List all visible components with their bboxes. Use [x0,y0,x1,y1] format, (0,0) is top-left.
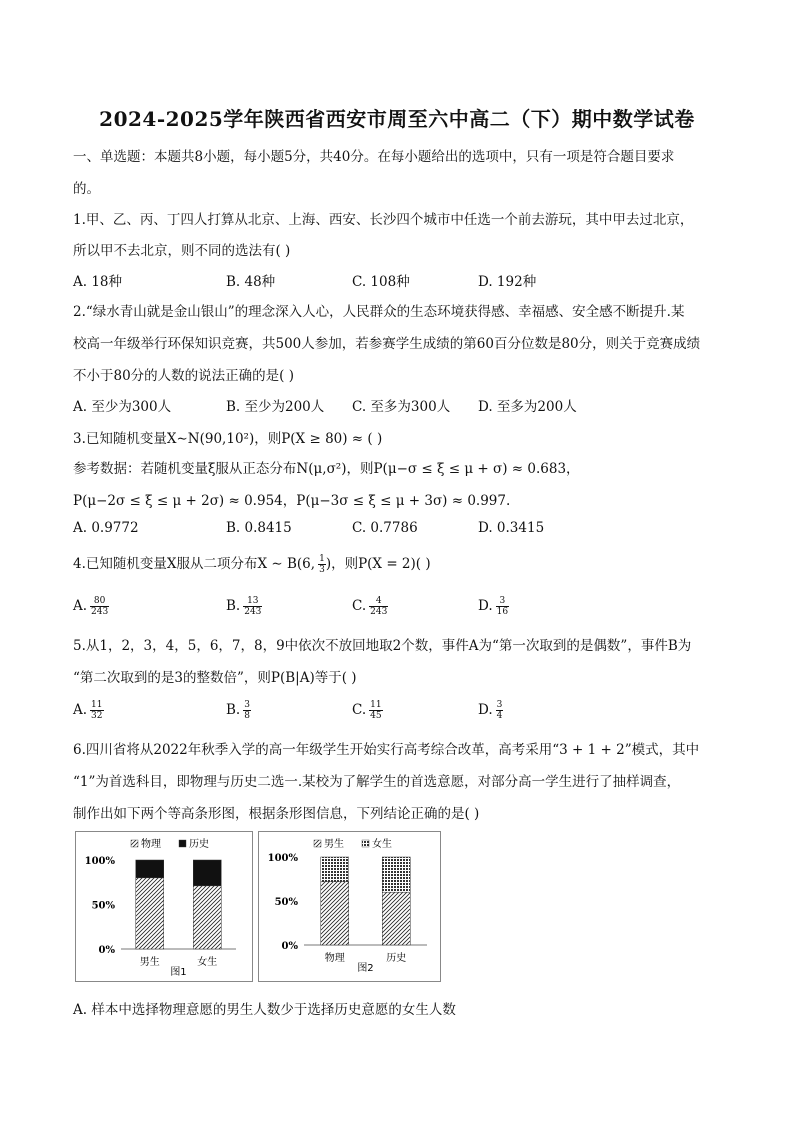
y-tick-label: 0% [98,945,115,956]
q4-option-b [226,596,262,617]
y-tick-label: 100% [84,856,115,867]
q2-line2: 校高一年级举行环保知识竞赛，共500人参加，若参赛学生成绩的第60百分位数是80分，则关于竞赛成绩 [73,336,701,352]
bar-segment [193,860,221,886]
q1-line2: 所以甲不去北京，则不同的选法有( ) [73,243,291,259]
q4-text-end: )，则P(X = 2)( ) [325,556,431,572]
q5-c-den: 45 [370,711,382,721]
q1-option-d: D. 192种 [478,274,537,290]
q5-b-den: 8 [244,711,250,721]
y-tick-label: 50% [91,900,115,912]
q6-option-a: A. 样本中选择物理意愿的男生人数少于选择历史意愿的女生人数 [73,1002,456,1018]
q5-d-den: 4 [496,711,503,721]
legend-swatch [314,840,321,847]
legend-label: 历史 [189,839,209,850]
q1-option-a: A. 18种 [73,274,123,290]
q5-option-b [226,700,251,721]
q5-a-den: 32 [91,711,103,721]
q4-frac-den: 3 [319,565,325,575]
legend-swatch [131,840,138,847]
q5-option-b-label: B. [226,702,241,718]
x-category-label: 物理 [324,953,345,964]
legend-swatch [362,840,369,847]
q5-option-d-label: D. [478,702,493,718]
bar-segment [321,857,349,882]
x-category-label: 女生 [197,957,218,968]
q5-option-a-label: A. [73,702,88,718]
legend-label: 男生 [324,839,344,850]
q5-b-num: 3 [244,700,250,710]
q5-option-a [73,700,104,721]
y-tick-label: 100% [267,853,298,864]
exam-title: 2024-2025学年陕西省西安市周至六中高二（下）期中数学试卷 [99,107,695,131]
q4-frac-num: 1 [319,554,325,564]
q4-c-den: 243 [370,607,388,617]
q4-line1 [73,552,431,575]
y-tick-label: 0% [281,941,298,952]
q5-line2: “第二次取到的是3的整数倍”，则P(B|A)等于( ) [73,670,357,686]
legend-swatch [179,840,186,847]
q4-option-b-label: B. [226,598,241,614]
figure-caption: 图1 [170,967,187,978]
chart-2-svg [259,832,440,981]
q4-a-den: 243 [91,607,109,617]
q2-option-a: A. 至少为300人 [73,399,172,415]
chart-figure-2 [258,831,441,982]
section-header-line2: 的。 [73,181,100,197]
x-category-label: 历史 [386,953,407,964]
q2-line1: 2.“绿水青山就是金山银山”的理念深入人心，人民群众的生态环境获得感、幸福感、安全感不断提升.某 [73,304,685,320]
q4-b-den: 243 [244,607,262,617]
q4-option-d-label: D. [478,598,493,614]
q4-option-d [478,596,509,617]
q3-option-a: A. 0.9772 [73,520,139,536]
q3-line3: P(μ−2σ ≤ ξ ≤ μ + 2σ) ≈ 0.954，P(μ−3σ ≤ ξ ≤ μ + 3σ) ≈ 0.997. [73,493,511,509]
x-category-label: 男生 [139,957,160,968]
figure-caption: 图2 [357,963,374,974]
q1-line1: 1.甲、乙、丙、丁四人打算从北京、上海、西安、长沙四个城市中任选一个前去游玩，其中甲去过北京， [73,212,694,228]
bar-segment [193,886,221,949]
q2-option-c: C. 至多为300人 [352,399,451,415]
q4-c-num: 4 [369,596,388,607]
q3-line2: 参考数据：若随机变量ξ服从正态分布N(μ,σ²)，则P(μ−σ ≤ ξ ≤ μ + σ) ≈ 0.683， [73,461,580,477]
q5-option-d [478,700,503,721]
q5-option-c-label: C. [352,702,367,718]
legend-label: 物理 [141,839,161,850]
q4-b-num: 13 [243,596,262,607]
q3-option-c: C. 0.7786 [352,520,418,536]
bar-segment [321,882,349,945]
q6-line1: 6.四川省将从2022年秋季入学的高一年级学生开始实行高考综合改革，高考采用“3 + 1 + 2”模式，其中 [73,742,700,758]
q4-d-den: 16 [496,607,509,617]
q3-line1: 3.已知随机变量X∼N(90,10²)，则P(X ≥ 80) ≈ ( ) [73,431,383,447]
q4-option-c-label: C. [352,598,367,614]
chart-1-svg [76,832,252,981]
q5-a-num: 11 [91,700,103,710]
q4-d-num: 3 [496,596,509,607]
q5-d-num: 3 [496,700,503,710]
q2-line3: 不小于80分的人数的说法正确的是( ) [73,368,295,384]
bar-segment [136,878,164,949]
chart-figure-1 [75,831,253,982]
q1-option-c: C. 108种 [352,274,410,290]
q2-option-b: B. 至少为200人 [226,399,325,415]
q1-option-b: B. 48种 [226,274,276,290]
q6-line2: “1”为首选科目，即物理与历史二选一.某校为了解学生的首选意愿，对部分高一学生进行了抽样调查， [73,774,681,790]
q3-option-d: D. 0.3415 [478,520,545,536]
bar-segment [382,857,410,892]
q4-option-c [352,596,388,617]
bar-segment [136,860,164,878]
q2-option-d: D. 至多为200人 [478,399,577,415]
q4-option-a [73,596,109,617]
bar-segment [382,892,410,945]
q3-option-b: B. 0.8415 [226,520,292,536]
section-header-line1: 一、单选题：本题共8小题，每小题5分，共40分。在每小题给出的选项中，只有一项是符合题目要求 [73,149,675,165]
q5-c-num: 11 [370,700,382,710]
q5-option-c [352,700,383,721]
q4-option-a-label: A. [73,598,88,614]
q4-a-num: 80 [90,596,109,607]
q6-line3: 制作出如下两个等高条形图，根据条形图信息，下列结论正确的是( ) [73,806,480,822]
q4-text-start: 4.已知随机变量X服从二项分布X ∼ B(6, [73,556,316,572]
q4-fraction [318,554,326,575]
legend-label: 女生 [372,839,392,850]
q5-line1: 5.从1，2，3，4，5，6，7，8，9中依次不放回地取2个数，事件A为“第一次取到的是偶数”，事件B为 [73,638,692,654]
y-tick-label: 50% [274,897,298,908]
